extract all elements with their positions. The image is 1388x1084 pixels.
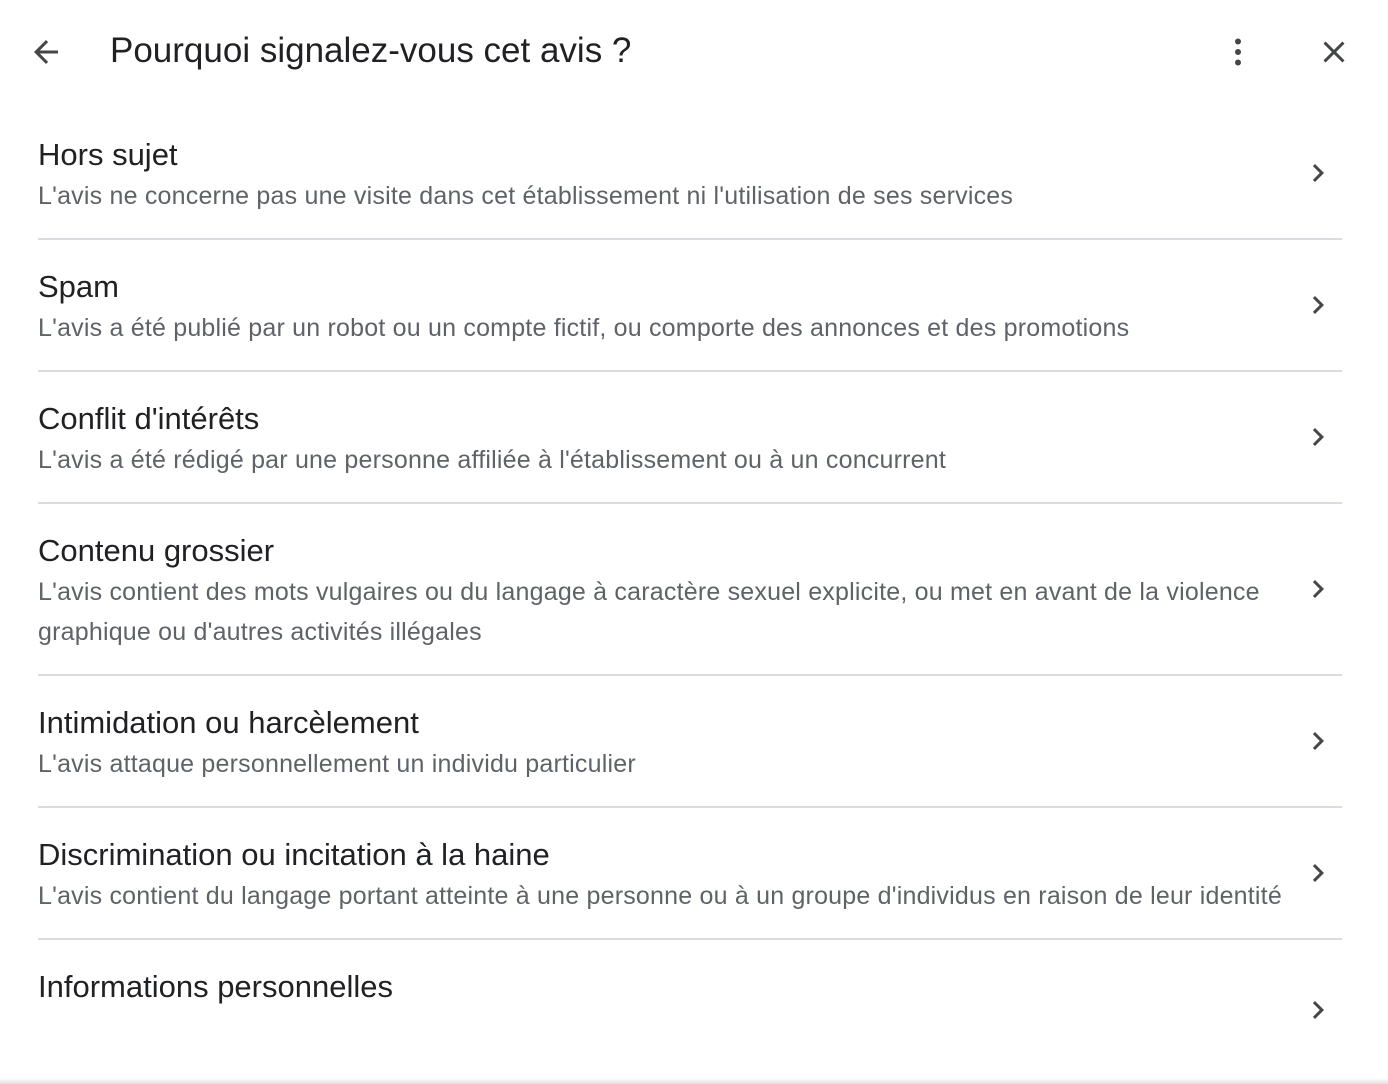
reason-description: L'avis attaque personnellement un individu particulier [38,750,636,778]
reason-title: Contenu grossier [38,533,275,568]
reason-item-conflict-of-interest[interactable] [38,372,1342,504]
dialog-title: Pourquoi signalez-vous cet avis ? [110,31,632,70]
reason-title: Conflit d'intérêts [38,401,260,436]
close-icon [1316,34,1352,70]
arrow-left-icon [28,34,64,70]
reason-item-discrimination[interactable] [38,808,1342,940]
reason-description: L'avis a été publié par un robot ou un compte fictif, ou comporte des annonces et des promotions [38,314,1130,342]
dialog-header [0,0,1388,104]
more-options-button[interactable] [1210,24,1266,80]
chevron-right-icon [1300,992,1336,1028]
bottom-edge-shadow [0,1078,1388,1084]
reason-description: L'avis ne concerne pas une visite dans cet établissement ni l'utilisation de ses services [38,182,1014,210]
back-button[interactable] [18,24,74,80]
reason-description: L'avis contient des mots vulgaires ou du langage à caractère sexuel explicite, ou met en avant de la violence graphique ou d'autres activités illégales [38,578,1260,646]
reason-item-profanity[interactable] [38,504,1342,676]
reason-title: Discrimination ou incitation à la haine [38,837,550,872]
reason-description: L'avis a été rédigé par une personne affiliée à l'établissement ou à un concurrent [38,446,947,474]
reason-item-personal-info[interactable] [38,940,1342,1030]
reason-item-bullying[interactable] [38,676,1342,808]
reason-description: L'avis contient du langage portant atteinte à une personne ou à un groupe d'individus en raison de leur identité [38,882,1282,910]
chevron-right-icon [1300,155,1336,191]
chevron-right-icon [1300,571,1336,607]
chevron-right-icon [1300,855,1336,891]
close-button[interactable] [1306,24,1362,80]
reason-title: Intimidation ou harcèlement [38,705,419,740]
chevron-right-icon [1300,419,1336,455]
chevron-right-icon [1300,287,1336,323]
reason-item-off-topic[interactable] [38,108,1342,240]
chevron-right-icon [1300,723,1336,759]
reason-title: Spam [38,269,119,304]
reason-item-spam[interactable] [38,240,1342,372]
reason-title: Informations personnelles [38,969,393,1004]
report-reason-list [38,108,1342,1030]
reason-title: Hors sujet [38,137,178,172]
more-vertical-icon [1220,34,1256,70]
